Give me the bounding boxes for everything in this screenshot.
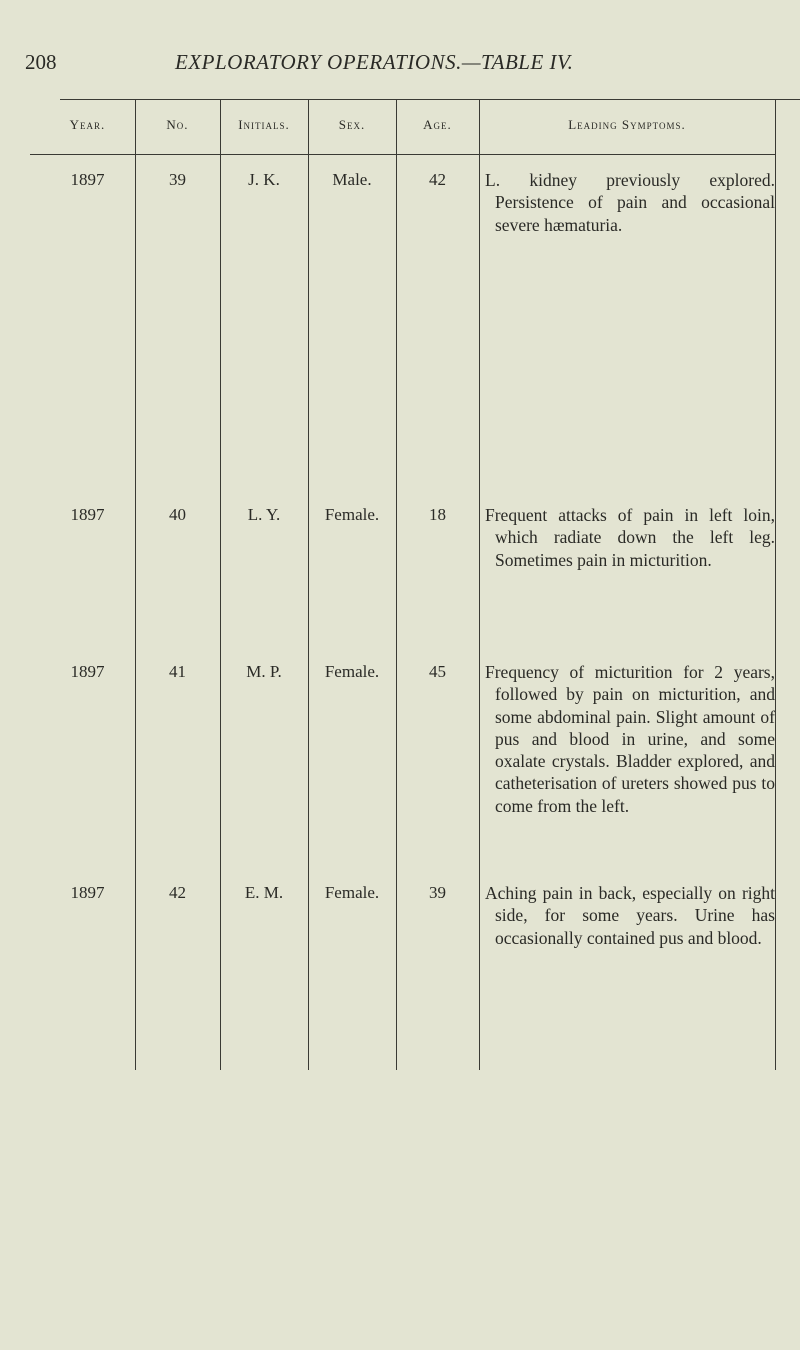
page-number: 208	[25, 50, 57, 74]
cell-age: 39	[429, 883, 446, 902]
running-head: EXPLORATORY OPERATIONS.—TABLE IV.	[175, 50, 574, 74]
cell-no: 42	[169, 883, 186, 902]
cell-sex: Female.	[324, 662, 380, 681]
header-bottom-rule	[30, 154, 775, 155]
cell-symptoms: Frequent attacks of pain in left loin, which radiate down the left leg. Sometimes pain in micturition.	[485, 505, 775, 570]
cell-age: 45	[429, 662, 446, 681]
cell-initials: L. Y.	[247, 505, 281, 524]
header-age: Age.	[423, 117, 452, 132]
cell-symptoms: Frequency of micturition for 2 years, followed by pain on micturition, and some abdominal pain. Slight amount of pus and blood in urine, and some oxalate crystals. Bladder explored, and catheterisation of ureters showed pus to come from the left.	[485, 662, 775, 816]
header-leading-symptoms: Leading Symptoms.	[568, 117, 686, 132]
cell-age: 18	[429, 505, 446, 524]
cell-no: 41	[169, 662, 186, 681]
cell-initials: E. M.	[244, 883, 284, 902]
column-divider	[308, 100, 309, 1070]
cell-year: 1897	[70, 505, 105, 524]
column-divider	[135, 100, 136, 1070]
cell-symptoms: Aching pain in back, especially on right side, for some years. Urine has occasionally contained pus and blood.	[485, 883, 775, 948]
cell-no: 39	[169, 170, 186, 189]
cell-sex: Female.	[324, 883, 380, 902]
header-no: No.	[166, 117, 189, 132]
cell-year: 1897	[70, 170, 105, 189]
column-divider	[775, 100, 776, 1070]
cell-age: 42	[429, 170, 446, 189]
cell-no: 40	[169, 505, 186, 524]
column-divider	[479, 100, 480, 1070]
cell-sex: Male.	[332, 170, 372, 189]
header-year: Year.	[69, 117, 106, 132]
header-initials: Initials.	[238, 117, 290, 132]
column-divider	[396, 100, 397, 1070]
header-sex: Sex.	[338, 117, 366, 132]
cell-year: 1897	[70, 883, 105, 902]
column-divider	[220, 100, 221, 1070]
cell-initials: J. K.	[248, 170, 280, 189]
table-top-rule	[60, 99, 800, 100]
cell-symptoms: L. kidney previously explored. Persistence of pain and occasional severe hæmaturia.	[485, 170, 775, 235]
cell-year: 1897	[70, 662, 105, 681]
cell-initials: M. P.	[246, 662, 282, 681]
cell-sex: Female.	[324, 505, 380, 524]
